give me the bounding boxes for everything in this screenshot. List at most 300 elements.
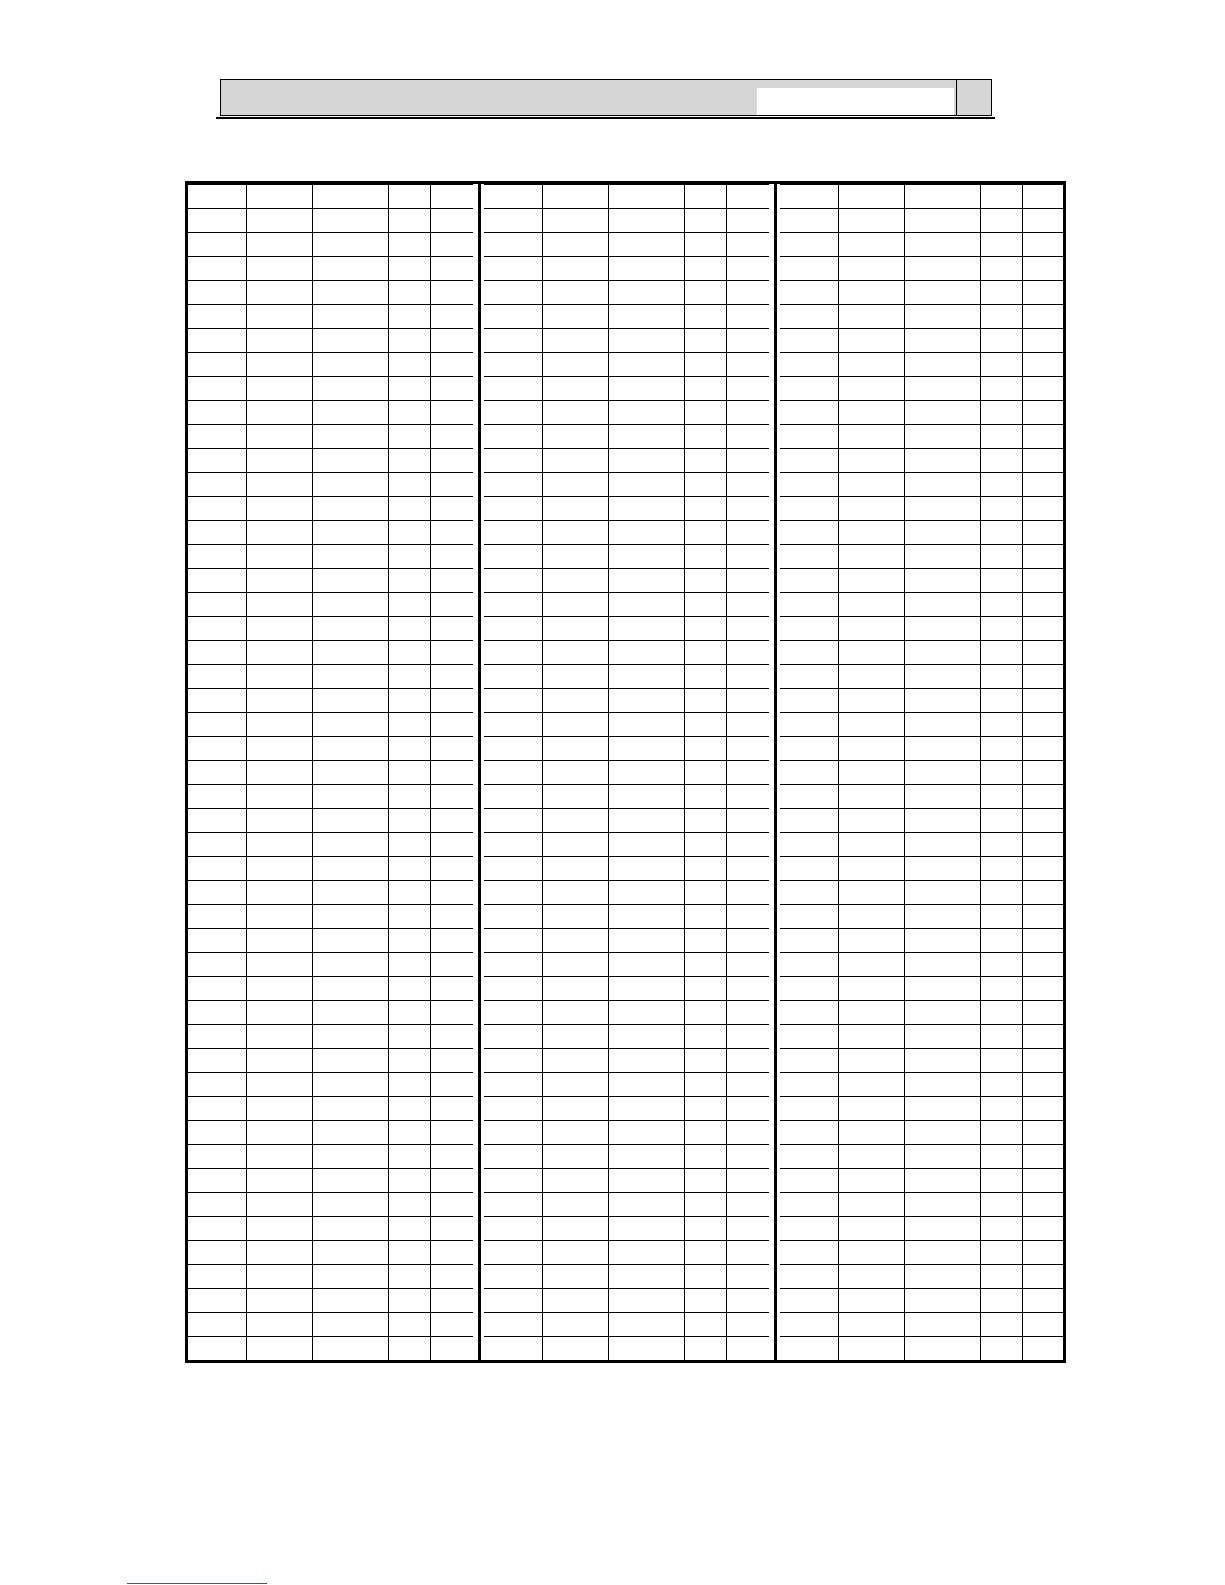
grid-cell bbox=[246, 281, 312, 305]
grid-cell bbox=[188, 473, 246, 497]
grid-cell bbox=[780, 425, 838, 449]
grid-panel-1 bbox=[188, 184, 473, 1360]
grid-cell bbox=[188, 185, 246, 209]
grid-cell bbox=[838, 1193, 904, 1217]
grid-cell bbox=[1022, 305, 1065, 329]
grid-cell bbox=[312, 329, 388, 353]
grid-cell bbox=[388, 905, 430, 929]
grid-cell bbox=[388, 809, 430, 833]
grid-cell bbox=[726, 1097, 769, 1121]
grid-cell bbox=[980, 449, 1022, 473]
grid-cell bbox=[542, 1121, 608, 1145]
grid-cell bbox=[542, 833, 608, 857]
grid-cell bbox=[542, 185, 608, 209]
grid-cell bbox=[388, 377, 430, 401]
grid-row bbox=[484, 1313, 769, 1337]
grid-row bbox=[484, 929, 769, 953]
grid-cell bbox=[246, 329, 312, 353]
grid-row bbox=[780, 1193, 1065, 1217]
grid-cell bbox=[608, 305, 684, 329]
grid-cell bbox=[780, 617, 838, 641]
grid-row bbox=[780, 881, 1065, 905]
grid-cell bbox=[904, 761, 980, 785]
grid-cell bbox=[904, 1121, 980, 1145]
grid-cell bbox=[312, 689, 388, 713]
grid-cell bbox=[980, 545, 1022, 569]
grid-cell bbox=[188, 617, 246, 641]
grid-cell bbox=[904, 377, 980, 401]
grid-cell bbox=[838, 977, 904, 1001]
grid-cell bbox=[684, 1217, 726, 1241]
grid-cell bbox=[542, 1073, 608, 1097]
grid-cell bbox=[980, 257, 1022, 281]
grid-cell bbox=[388, 785, 430, 809]
grid-cell bbox=[312, 713, 388, 737]
grid-row bbox=[484, 377, 769, 401]
grid-cell bbox=[980, 185, 1022, 209]
grid-cell bbox=[726, 857, 769, 881]
grid-cell bbox=[726, 209, 769, 233]
grid-row bbox=[780, 449, 1065, 473]
grid-cell bbox=[312, 1073, 388, 1097]
grid-cell bbox=[430, 785, 473, 809]
grid-cell bbox=[430, 425, 473, 449]
grid-cell bbox=[484, 929, 542, 953]
grid-row bbox=[780, 1073, 1065, 1097]
grid-cell bbox=[542, 473, 608, 497]
grid-cell bbox=[388, 881, 430, 905]
grid-cell bbox=[312, 1265, 388, 1289]
grid-row bbox=[484, 401, 769, 425]
grid-cell bbox=[484, 281, 542, 305]
grid-row bbox=[780, 305, 1065, 329]
grid-cell bbox=[188, 1001, 246, 1025]
grid-cell bbox=[838, 689, 904, 713]
grid-cell bbox=[246, 425, 312, 449]
grid-cell bbox=[980, 689, 1022, 713]
grid-cell bbox=[980, 857, 1022, 881]
grid-cell bbox=[838, 1265, 904, 1289]
grid-cell bbox=[430, 1097, 473, 1121]
grid-cell bbox=[608, 1025, 684, 1049]
grid-cell bbox=[484, 521, 542, 545]
header-underline bbox=[216, 117, 995, 119]
grid-cell bbox=[388, 1001, 430, 1025]
grid-cell bbox=[608, 473, 684, 497]
grid-cell bbox=[1022, 785, 1065, 809]
grid-cell bbox=[430, 1217, 473, 1241]
grid-row bbox=[188, 881, 473, 905]
grid-cell bbox=[484, 185, 542, 209]
grid-cell bbox=[684, 1025, 726, 1049]
grid-cell bbox=[684, 929, 726, 953]
grid-cell bbox=[430, 401, 473, 425]
grid-cell bbox=[484, 1001, 542, 1025]
grid-cell bbox=[388, 233, 430, 257]
grid-cell bbox=[608, 977, 684, 1001]
grid-cell bbox=[780, 977, 838, 1001]
grid-row bbox=[188, 1337, 473, 1361]
grid-cell bbox=[904, 1145, 980, 1169]
grid-row bbox=[188, 833, 473, 857]
grid-row bbox=[780, 257, 1065, 281]
grid-cell bbox=[780, 1073, 838, 1097]
grid-cell bbox=[726, 1217, 769, 1241]
grid-row bbox=[188, 593, 473, 617]
grid-cell bbox=[980, 929, 1022, 953]
grid-cell bbox=[188, 449, 246, 473]
grid-cell bbox=[1022, 569, 1065, 593]
grid-row bbox=[484, 689, 769, 713]
grid-cell bbox=[608, 881, 684, 905]
grid-cell bbox=[726, 497, 769, 521]
grid-cell bbox=[246, 1313, 312, 1337]
grid-row bbox=[188, 857, 473, 881]
grid-cell bbox=[904, 257, 980, 281]
grid-cell bbox=[188, 521, 246, 545]
grid-cell bbox=[684, 1121, 726, 1145]
grid-row bbox=[780, 1241, 1065, 1265]
grid-cell bbox=[542, 1337, 608, 1361]
grid-cell bbox=[312, 305, 388, 329]
grid-cell bbox=[838, 1049, 904, 1073]
grid-row bbox=[188, 1001, 473, 1025]
grid-cell bbox=[904, 641, 980, 665]
grid-cell bbox=[608, 737, 684, 761]
grid-cell bbox=[838, 257, 904, 281]
grid-cell bbox=[838, 593, 904, 617]
grid-row bbox=[780, 833, 1065, 857]
grid-cell bbox=[542, 377, 608, 401]
grid-row bbox=[484, 1145, 769, 1169]
grid-cell bbox=[726, 953, 769, 977]
grid-cell bbox=[388, 713, 430, 737]
grid-cell bbox=[980, 761, 1022, 785]
grid-row bbox=[188, 401, 473, 425]
grid-cell bbox=[780, 569, 838, 593]
grid-cell bbox=[312, 1289, 388, 1313]
grid-cell bbox=[542, 1025, 608, 1049]
grid-cell bbox=[388, 953, 430, 977]
grid-cell bbox=[430, 545, 473, 569]
grid-row bbox=[484, 1217, 769, 1241]
grid-cell bbox=[684, 1265, 726, 1289]
grid-cell bbox=[684, 1001, 726, 1025]
grid-cell bbox=[726, 473, 769, 497]
grid-cell bbox=[1022, 953, 1065, 977]
grid-cell bbox=[608, 809, 684, 833]
grid-cell bbox=[684, 1145, 726, 1169]
grid-cell bbox=[388, 281, 430, 305]
grid-cell bbox=[1022, 281, 1065, 305]
grid-cell bbox=[542, 401, 608, 425]
grid-cell bbox=[484, 593, 542, 617]
grid-row bbox=[484, 905, 769, 929]
grid-cell bbox=[780, 665, 838, 689]
grid-cell bbox=[608, 401, 684, 425]
header-divider bbox=[956, 80, 957, 115]
grid-cell bbox=[542, 1145, 608, 1169]
grid-cell bbox=[904, 233, 980, 257]
grid-cell bbox=[726, 353, 769, 377]
grid-cell bbox=[684, 377, 726, 401]
grid-cell bbox=[608, 209, 684, 233]
grid-cell bbox=[430, 665, 473, 689]
grid-cell bbox=[684, 737, 726, 761]
grid-cell bbox=[780, 761, 838, 785]
grid-row bbox=[188, 329, 473, 353]
grid-cell bbox=[388, 1145, 430, 1169]
grid-row bbox=[484, 1025, 769, 1049]
grid-cell bbox=[542, 785, 608, 809]
grid-cell bbox=[726, 521, 769, 545]
grid-cell bbox=[838, 401, 904, 425]
grid-cell bbox=[388, 425, 430, 449]
grid-cell bbox=[980, 1025, 1022, 1049]
grid-cell bbox=[188, 1217, 246, 1241]
grid-cell bbox=[726, 545, 769, 569]
grid-row bbox=[188, 1241, 473, 1265]
grid-row bbox=[484, 617, 769, 641]
grid-cell bbox=[684, 1241, 726, 1265]
grid-cell bbox=[980, 569, 1022, 593]
grid-row bbox=[484, 569, 769, 593]
grid-cell bbox=[312, 401, 388, 425]
grid-cell bbox=[780, 1241, 838, 1265]
grid-cell bbox=[388, 1337, 430, 1361]
grid-row bbox=[484, 953, 769, 977]
grid-cell bbox=[388, 545, 430, 569]
grid-row bbox=[188, 1145, 473, 1169]
grid-row bbox=[484, 761, 769, 785]
grid-row bbox=[188, 545, 473, 569]
grid-cell bbox=[780, 929, 838, 953]
grid-cell bbox=[430, 497, 473, 521]
grid-cell bbox=[726, 905, 769, 929]
grid-cell bbox=[904, 977, 980, 1001]
grid-cell bbox=[312, 1313, 388, 1337]
grid-cell bbox=[780, 281, 838, 305]
grid-cell bbox=[542, 257, 608, 281]
grid-cell bbox=[542, 1049, 608, 1073]
grid-cell bbox=[312, 593, 388, 617]
grid-cell bbox=[430, 185, 473, 209]
grid-cell bbox=[684, 641, 726, 665]
grid-cell bbox=[246, 809, 312, 833]
grid-cell bbox=[188, 1049, 246, 1073]
grid-cell bbox=[484, 305, 542, 329]
grid-cell bbox=[312, 1241, 388, 1265]
grid-row bbox=[188, 1313, 473, 1337]
grid-row bbox=[188, 665, 473, 689]
grid-cell bbox=[904, 185, 980, 209]
grid-cell bbox=[726, 1265, 769, 1289]
grid-row bbox=[780, 377, 1065, 401]
grid-cell bbox=[684, 1193, 726, 1217]
grid-cell bbox=[542, 281, 608, 305]
grid-cell bbox=[980, 953, 1022, 977]
grid-row bbox=[780, 1001, 1065, 1025]
grid-cell bbox=[430, 761, 473, 785]
grid-cell bbox=[780, 857, 838, 881]
grid-cell bbox=[684, 1313, 726, 1337]
grid-cell bbox=[1022, 1073, 1065, 1097]
grid-row bbox=[780, 353, 1065, 377]
grid-cell bbox=[904, 1241, 980, 1265]
grid-cell bbox=[608, 929, 684, 953]
grid-cell bbox=[726, 1073, 769, 1097]
grid-cell bbox=[780, 305, 838, 329]
grid-cell bbox=[542, 1313, 608, 1337]
grid-cell bbox=[388, 353, 430, 377]
grid-cell bbox=[1022, 425, 1065, 449]
grid-cell bbox=[838, 449, 904, 473]
grid-row bbox=[484, 665, 769, 689]
grid-cell bbox=[608, 233, 684, 257]
grid-cell bbox=[684, 305, 726, 329]
grid-cell bbox=[388, 977, 430, 1001]
grid-cell bbox=[608, 545, 684, 569]
grid-cell bbox=[608, 497, 684, 521]
grid-cell bbox=[430, 977, 473, 1001]
grid-cell bbox=[430, 209, 473, 233]
grid-frame bbox=[185, 181, 1066, 1363]
grid-cell bbox=[684, 761, 726, 785]
grid-cell bbox=[726, 425, 769, 449]
grid-cell bbox=[1022, 593, 1065, 617]
grid-cell bbox=[780, 449, 838, 473]
grid-cell bbox=[312, 209, 388, 233]
grid-cell bbox=[726, 449, 769, 473]
grid-row bbox=[188, 473, 473, 497]
grid-cell bbox=[188, 305, 246, 329]
grid-cell bbox=[388, 761, 430, 785]
grid-cell bbox=[1022, 809, 1065, 833]
grid-row bbox=[188, 617, 473, 641]
grid-cell bbox=[726, 329, 769, 353]
grid-cell bbox=[312, 1169, 388, 1193]
grid-cell bbox=[1022, 857, 1065, 881]
grid-cell bbox=[388, 1121, 430, 1145]
grid-cell bbox=[188, 785, 246, 809]
grid-row bbox=[780, 857, 1065, 881]
grid-cell bbox=[484, 1241, 542, 1265]
grid-cell bbox=[312, 977, 388, 1001]
grid-cell bbox=[188, 281, 246, 305]
grid-cell bbox=[980, 593, 1022, 617]
grid-cell bbox=[388, 1241, 430, 1265]
grid-cell bbox=[542, 761, 608, 785]
grid-cell bbox=[838, 1289, 904, 1313]
grid-cell bbox=[608, 1337, 684, 1361]
grid-cell bbox=[484, 377, 542, 401]
grid-row bbox=[484, 833, 769, 857]
grid-cell bbox=[188, 1097, 246, 1121]
grid-cell bbox=[312, 377, 388, 401]
grid-cell bbox=[838, 1097, 904, 1121]
grid-cell bbox=[188, 1073, 246, 1097]
grid-row bbox=[484, 1265, 769, 1289]
grid-cell bbox=[188, 425, 246, 449]
grid-cell bbox=[726, 401, 769, 425]
grid-cell bbox=[484, 1025, 542, 1049]
grid-cell bbox=[608, 641, 684, 665]
grid-cell bbox=[312, 521, 388, 545]
grid-cell bbox=[904, 1073, 980, 1097]
grid-cell bbox=[1022, 1049, 1065, 1073]
grid-cell bbox=[246, 1145, 312, 1169]
grid-row bbox=[484, 809, 769, 833]
grid-row bbox=[780, 1097, 1065, 1121]
grid-cell bbox=[188, 1145, 246, 1169]
grid-row bbox=[188, 305, 473, 329]
grid-cell bbox=[780, 473, 838, 497]
grid-cell bbox=[246, 1193, 312, 1217]
grid-cell bbox=[542, 233, 608, 257]
grid-cell bbox=[838, 377, 904, 401]
grid-cell bbox=[188, 713, 246, 737]
grid-cell bbox=[904, 1169, 980, 1193]
grid-cell bbox=[430, 1193, 473, 1217]
grid-cell bbox=[980, 425, 1022, 449]
grid-cell bbox=[904, 833, 980, 857]
grid-cell bbox=[542, 353, 608, 377]
grid-cell bbox=[980, 977, 1022, 1001]
grid-cell bbox=[312, 449, 388, 473]
grid-cell bbox=[484, 473, 542, 497]
grid-cell bbox=[980, 497, 1022, 521]
grid-cell bbox=[838, 857, 904, 881]
grid-row bbox=[188, 977, 473, 1001]
grid-cell bbox=[484, 1073, 542, 1097]
grid-cell bbox=[608, 953, 684, 977]
grid-row bbox=[780, 329, 1065, 353]
grid-cell bbox=[780, 1313, 838, 1337]
grid-cell bbox=[684, 905, 726, 929]
grid-cell bbox=[312, 833, 388, 857]
grid-cell bbox=[542, 713, 608, 737]
grid-cell bbox=[608, 1289, 684, 1313]
grid-cell bbox=[312, 1217, 388, 1241]
grid-cell bbox=[904, 449, 980, 473]
grid-cell bbox=[838, 473, 904, 497]
grid-cell bbox=[904, 929, 980, 953]
grid-cell bbox=[1022, 473, 1065, 497]
grid-row bbox=[484, 1049, 769, 1073]
grid-cell bbox=[838, 665, 904, 689]
grid-cell bbox=[1022, 929, 1065, 953]
grid-cell bbox=[608, 281, 684, 305]
grid-cell bbox=[780, 785, 838, 809]
grid-cell bbox=[780, 1097, 838, 1121]
grid-cell bbox=[388, 857, 430, 881]
grid-cell bbox=[246, 713, 312, 737]
grid-cell bbox=[608, 761, 684, 785]
grid-cell bbox=[608, 1121, 684, 1145]
grid-cell bbox=[780, 353, 838, 377]
grid-cell bbox=[980, 1289, 1022, 1313]
grid-cell bbox=[388, 641, 430, 665]
grid-cell bbox=[188, 737, 246, 761]
grid-row bbox=[484, 257, 769, 281]
grid-cell bbox=[1022, 497, 1065, 521]
grid-row bbox=[484, 1289, 769, 1313]
grid-cell bbox=[542, 1001, 608, 1025]
grid-table bbox=[484, 184, 769, 1360]
grid-cell bbox=[188, 353, 246, 377]
grid-cell bbox=[542, 689, 608, 713]
grid-cell bbox=[726, 977, 769, 1001]
